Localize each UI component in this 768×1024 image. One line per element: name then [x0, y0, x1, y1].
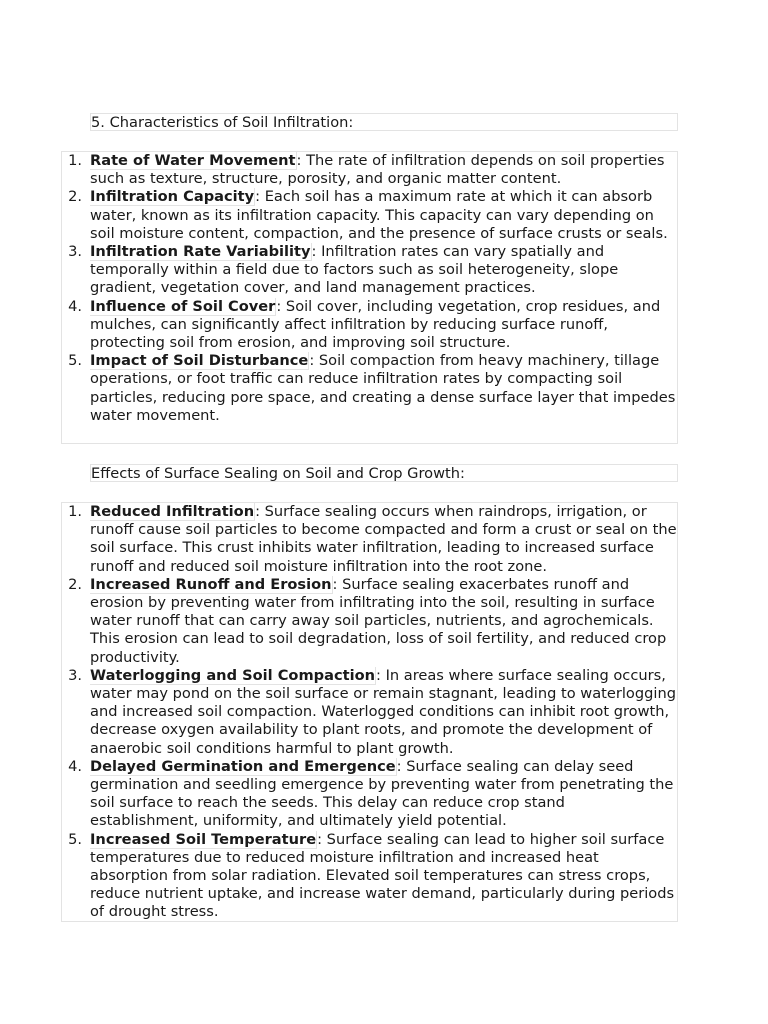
item-term: Waterlogging and Soil Compaction: [90, 666, 376, 684]
item-text: : Soil compaction from heavy machinery, tillage operations, or foot traffic can reduce infiltration rates by compacting soil particles, reducing pore space, and creating a dense surface layer that impedes water movement.: [90, 352, 676, 424]
section-heading-surface-sealing: Effects of Surface Sealing on Soil and Crop Growth:: [90, 464, 678, 482]
item-term: Delayed Germination and Emergence: [90, 757, 396, 775]
item-term: Increased Soil Temperature: [90, 830, 317, 848]
item-number: 5.: [68, 352, 82, 370]
item-number: 5.: [68, 830, 82, 848]
list-item: [68, 152, 677, 188]
item-text: : In areas where surface sealing occurs, water may pond on the soil surface or remain stagnant, leading to waterlogging and increased soil compaction. Waterlogged conditions can inhibit root growth, decrease oxygen availability to plant roots, and promote the development of anaerobic soil conditions harmful to plant growth.: [90, 666, 676, 757]
surface-sealing-effects-list: [61, 502, 678, 922]
item-number: 4.: [68, 297, 82, 315]
item-text: : Surface sealing occurs when raindrops, irrigation, or runoff cause soil particles to become compacted and form a crust or seal on the soil surface. This crust inhibits water infiltration, leading to increased surface runoff and reduced soil moisture infiltration into the root zone.: [90, 503, 677, 575]
list-item: [68, 243, 677, 298]
item-text: : Soil cover, including vegetation, crop residues, and mulches, can significantly affect infiltration by reducing surface runoff, protecting soil from erosion, and improving soil structure.: [90, 297, 661, 352]
item-term: Reduced Infiltration: [90, 503, 255, 520]
item-number: 3.: [68, 243, 82, 261]
item-number: 3.: [68, 666, 82, 684]
characteristics-list: [61, 151, 678, 444]
item-number: 2.: [68, 188, 82, 206]
item-text: : Surface sealing can delay seed germination and seedling emergence by preventing water from penetrating the soil surface to reach the seeds. This delay can reduce crop stand establishment, uniformity, and ultimately yield potential.: [90, 757, 674, 830]
item-term: Impact of Soil Disturbance: [90, 352, 309, 370]
item-number: 2.: [68, 575, 82, 593]
item-term: Rate of Water Movement: [90, 152, 296, 169]
list-item: [68, 503, 677, 576]
item-text: : Surface sealing can lead to higher soil surface temperatures due to reduced moisture infiltration and increased heat absorption from solar radiation. Elevated soil temperatures can stress crops, reduce nutrient uptake, and increase water demand, particularly during periods of drought stress.: [90, 830, 675, 921]
list-item: [68, 830, 677, 922]
item-term: Influence of Soil Cover: [90, 297, 276, 315]
item-term: Increased Runoff and Erosion: [90, 575, 332, 593]
list-item: [68, 352, 677, 425]
list-item: [68, 297, 677, 353]
item-number: 1.: [68, 503, 82, 520]
list-item: [68, 666, 677, 758]
item-text: : Each soil has a maximum rate at which it can absorb water, known as its infiltration capacity. This capacity can vary depending on soil moisture content, compaction, and the presence of surface crusts or seals.: [90, 188, 668, 242]
item-number: 4.: [68, 757, 82, 775]
item-number: 1.: [68, 152, 82, 169]
list-item: [68, 575, 677, 667]
section-heading-characteristics: 5. Characteristics of Soil Infiltration:: [90, 113, 678, 131]
item-text: : The rate of infiltration depends on soil properties such as texture, structure, porosity, and organic matter content.: [90, 152, 665, 188]
item-term: Infiltration Rate Variability: [90, 243, 311, 261]
item-term: Infiltration Capacity: [90, 188, 255, 206]
list-item: [68, 757, 677, 831]
item-text: : Surface sealing exacerbates runoff and erosion by preventing water from infiltrating into the soil, resulting in surface water runoff that can carry away soil particles, nutrients, and agrochemicals. This erosion can lead to soil degradation, loss of soil fertility, and reduced crop productivity.: [90, 575, 667, 666]
item-text: : Infiltration rates can vary spatially and temporally within a field due to factors such as soil heterogeneity, slope gradient, vegetation cover, and land management practices.: [90, 243, 619, 297]
list-item: [68, 188, 677, 243]
